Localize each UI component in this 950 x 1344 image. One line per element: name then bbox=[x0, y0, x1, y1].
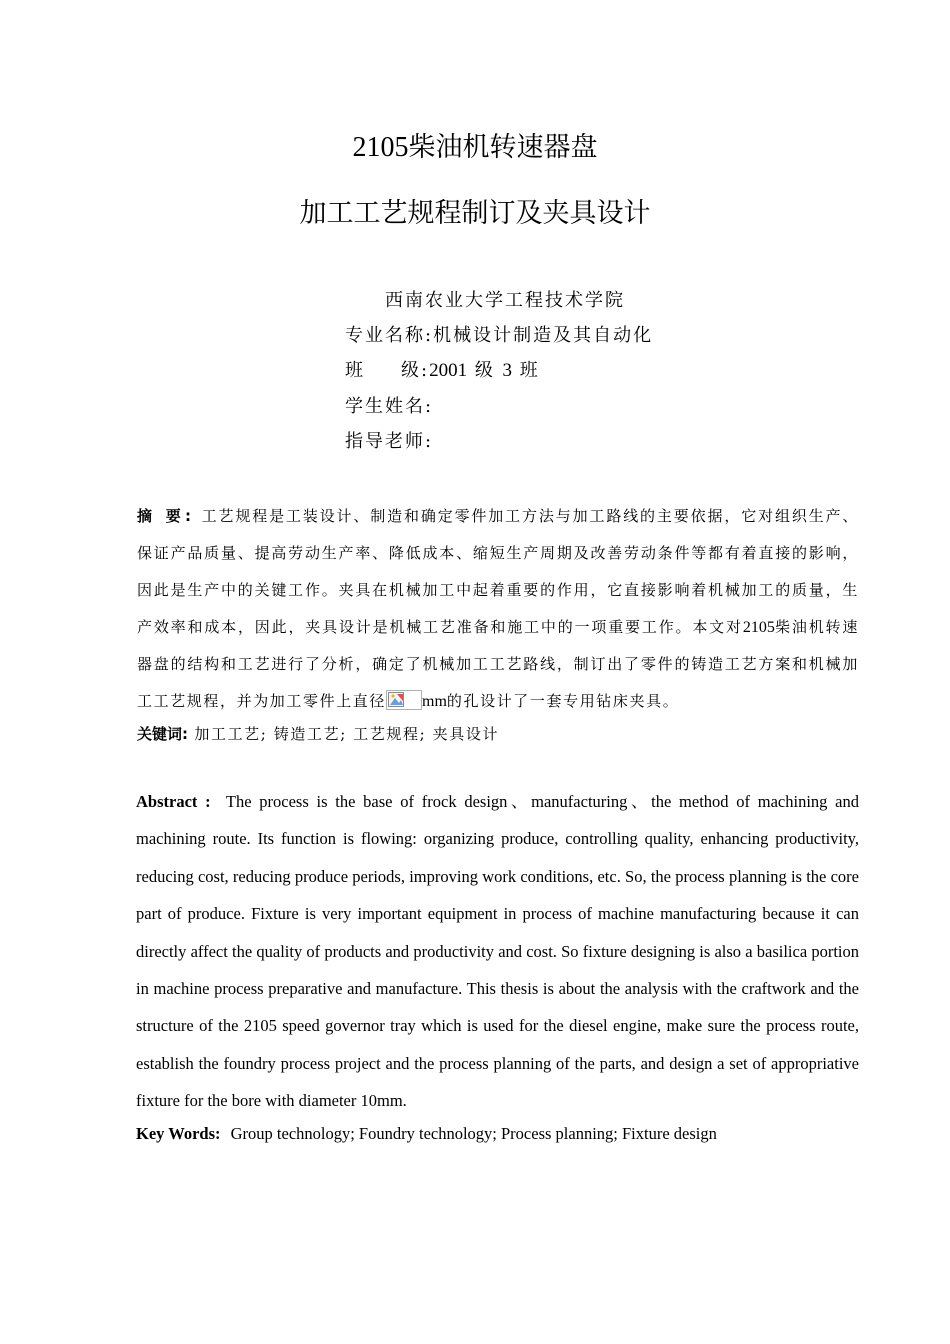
chinese-keywords bbox=[137, 722, 499, 746]
cn-abstract-text-2: 柴油机转速器盘的结构和工艺进行了分析，确定了机械加工工艺路线，制订出了零件的铸造工艺方案和机械加工工艺规程，并为加工零件上直径 bbox=[137, 618, 859, 710]
class-label-a: 班 bbox=[345, 360, 365, 381]
en-keywords-label: Key Words: bbox=[136, 1124, 221, 1143]
chinese-abstract bbox=[137, 498, 859, 720]
title-line-2: 加工工艺规程制订及夹具设计 bbox=[299, 198, 651, 229]
cn-abstract-text-1: 工艺规程是工装设计、制造和确定零件加工方法与加工路线的主要依据，它对组织生产、保证产品质量、提高劳动生产率、降低成本、缩短生产周期及改善劳动条件等都有着直接的影响，因此是生产中的关键工作。夹具在机械加工中起着重要的作用，它直接影响着机械加工的质量，生产效率和成本，因此，夹具设计是机械工艺准备和施工中的一项重要工作。本文对 bbox=[137, 507, 859, 636]
class-unit-a: 级 bbox=[474, 360, 495, 381]
cn-abstract-label: 摘 要: bbox=[137, 507, 196, 525]
en-abstract-text: The process is the base of frock design、manufacturing、the method of machining and machining route. Its function is flowing: organizing produce, controlling quality, enhancing productivity, reducing cost, reducing produce periods, improving work conditions, etc. So, the process planning is the core part of produce. Fixture is very important equipment in process of machine manufacturing because it can directly affect the quality of products and productivity and cost. So fixture designing is also a basilica portion in machine process preparative and manufacture. This thesis is about the analysis with the craftwork and the structure of the 2105 speed governor tray which is used for the diesel engine, make sure the process route, establish the foundry process project and the process planning of the parts, and design a set of appropriative fixture for the bore with diameter 10mm. bbox=[136, 792, 859, 1111]
cn-keywords-text: 加工工艺; 铸造工艺; 工艺规程; 夹具设计 bbox=[194, 725, 500, 743]
class-unit-b: 班 bbox=[519, 360, 540, 381]
class-number: 3 bbox=[502, 360, 513, 381]
en-keywords-text: Group technology; Foundry technology; Process planning; Fixture design bbox=[230, 1124, 717, 1143]
cn-abstract-text-3: 的孔设计了一套专用钻床夹具。 bbox=[446, 692, 680, 710]
title-text: 柴油机转速器盘 bbox=[408, 132, 598, 163]
class-line bbox=[345, 359, 540, 383]
advisor-label: 指导老师: bbox=[345, 431, 434, 452]
cn-keywords-label: 关键词: bbox=[137, 725, 188, 743]
cn-abstract-unit: mm bbox=[422, 693, 447, 710]
major-value: 机械设计制造及其自动化 bbox=[433, 325, 654, 346]
en-abstract-label: Abstract : bbox=[136, 792, 211, 811]
class-label-b: 级: bbox=[401, 360, 430, 381]
class-year: 2001 bbox=[429, 360, 468, 381]
title-line-1 bbox=[0, 131, 950, 165]
major-line bbox=[345, 324, 653, 348]
school-name: 西南农业大学工程技术学院 bbox=[385, 290, 625, 311]
broken-image-icon bbox=[386, 690, 422, 710]
english-abstract bbox=[136, 783, 859, 1120]
major-label: 专业名称: bbox=[345, 325, 434, 346]
title-number: 2105 bbox=[352, 132, 409, 163]
cn-abstract-number: 2105 bbox=[742, 619, 775, 636]
student-name-label: 学生姓名: bbox=[345, 396, 434, 417]
english-keywords bbox=[136, 1122, 717, 1146]
